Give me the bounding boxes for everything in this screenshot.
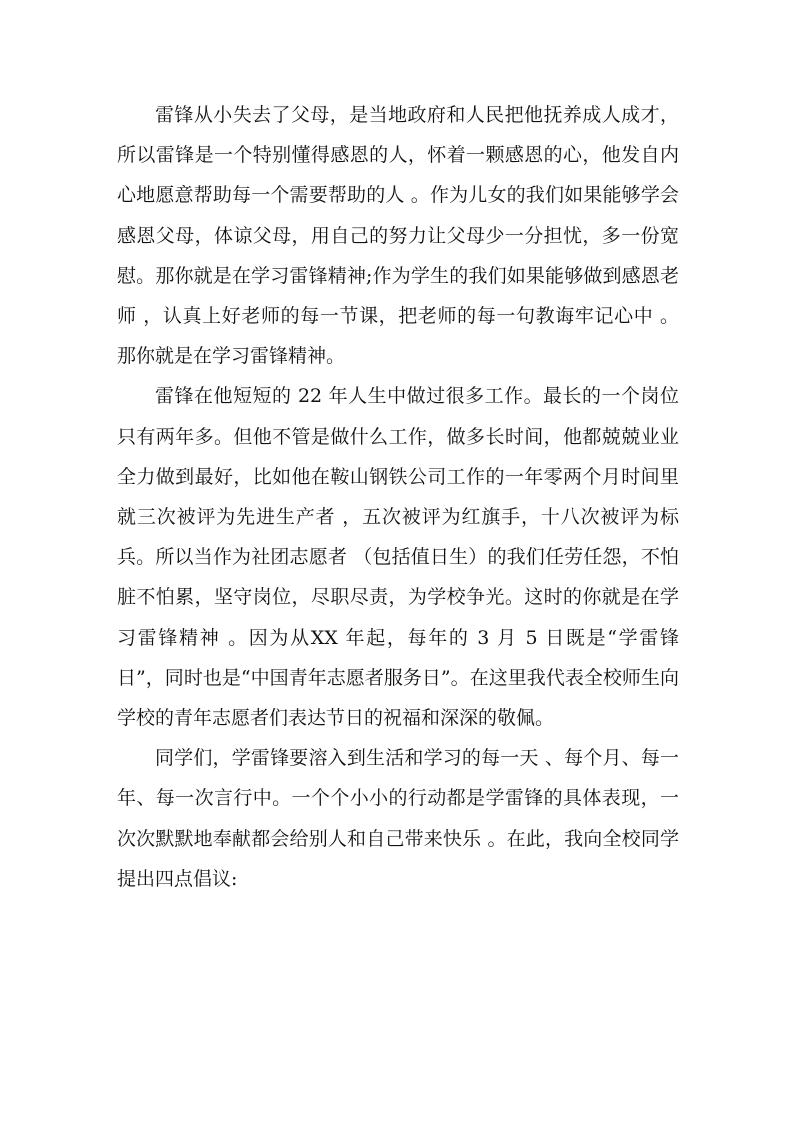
document-body: [117, 95, 679, 899]
paragraph: 同学们，学雷锋要溶入到生活和学习的每一天 、每个月、每一年、每一次言行中。一个个小小的行动都是学雷锋的具体表现，一次次默默地奉献都会给别人和自己带来快乐 。在此，我向全校同学提出四点倡议:: [117, 747, 679, 890]
paragraph: 雷锋在他短短的 22 年人生中做过很多工作。最长的一个岗位只有两年多。但他不管是做什么工作，做多长时间，他都兢兢业业全力做到最好，比如他在鞍山钢铁公司工作的一年零两个月时间里就三次被评为先进生产者 ，五次被评为红旗手，十八次被评为标兵。所以当作为社团志愿者 （包括值日生）的我们任劳任怨，不怕脏不怕累，坚守岗位，尽职尽责，为学校争光。这时的你就是在学习雷锋精神 。因为从XX 年起，每年的 3 月 5 日既是“学雷锋日”，同时也是“中国青年志愿者服务日”。在这里我代表全校师生向学校的青年志愿者们表达节日的祝福和深深的敬佩。: [117, 385, 679, 730]
paragraph: 雷锋从小失去了父母，是当地政府和人民把他抚养成人成才，所以雷锋是一个特别懂得感恩的人，怀着一颗感恩的心，他发自内心地愿意帮助每一个需要帮助的人 。作为儿女的我们如果能够学会感恩父母，体谅父母，用自己的努力让父母少一分担忧，多一份宽慰。那你就是在学习雷锋精神;作为学生的我们如果能够做到感恩老师 ，认真上好老师的每一节课，把老师的每一句教诲牢记心中 。那你就是在学习雷锋精神。: [117, 104, 679, 368]
